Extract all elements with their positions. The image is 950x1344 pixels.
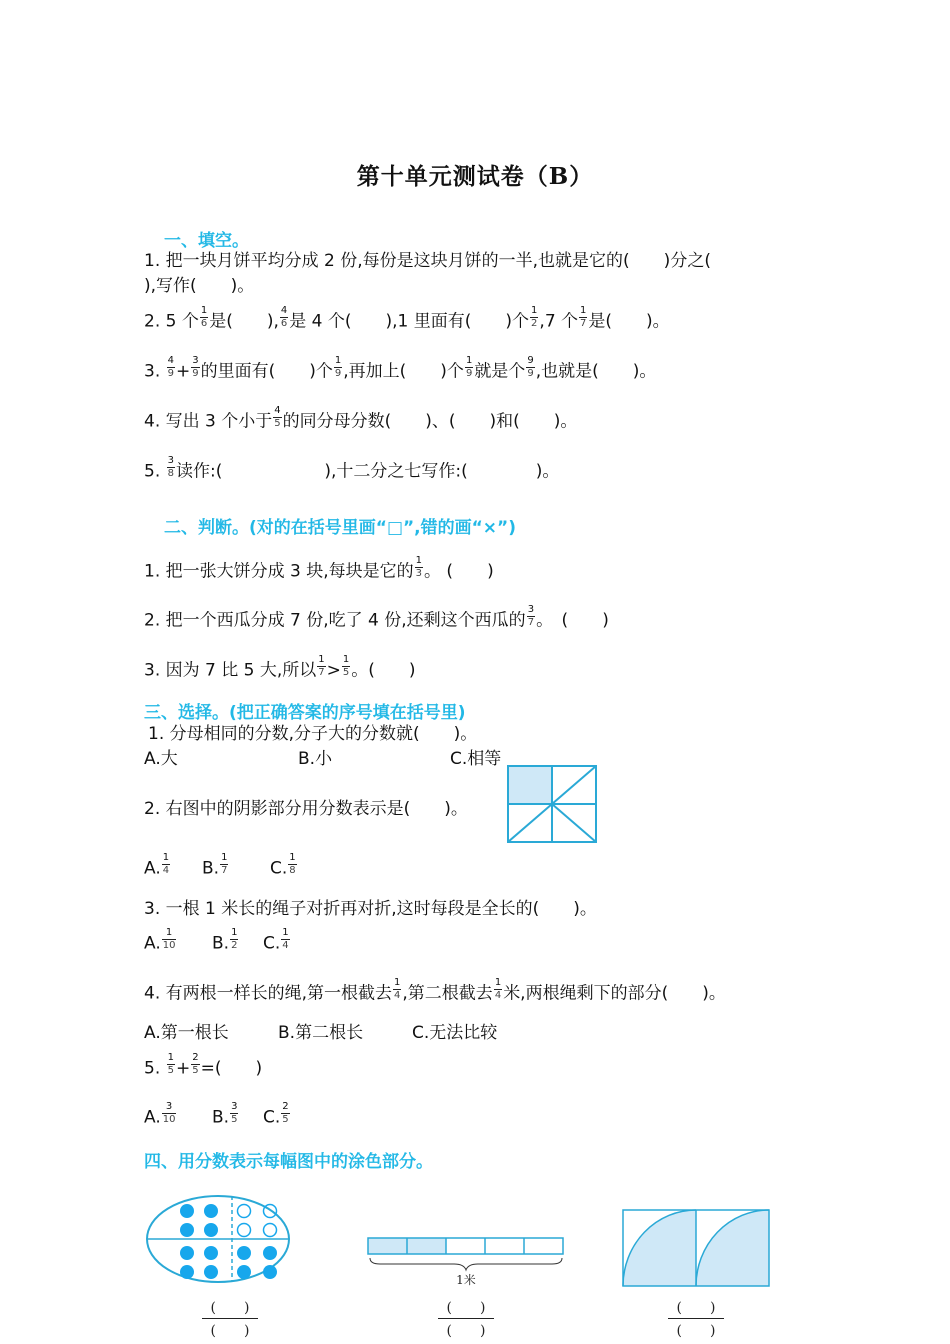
fraction: $\frac{1}{7}$ <box>580 305 587 329</box>
fraction-line <box>438 1318 494 1319</box>
fraction: $\frac{1}{10}$ <box>162 927 176 951</box>
judge-question-1: 1. 把一张大饼分成 3 块,每块是它的 $\frac{1}{3}$ 。 ( ) <box>144 555 494 582</box>
fill-question-3: 3. $\frac{4}{9}$ + $\frac{3}{9}$ 的里面有( )个 $\frac{1}{9}$ ,再加上( )个 $\frac{1}{9}$ 就是个 $\frac{9}{9}$ ,也就是( )。 <box>144 355 657 382</box>
fraction: $\frac{1}{2}$ <box>231 927 238 951</box>
fraction: $\frac{4}{9}$ <box>167 355 174 379</box>
choice-question-2: 2. 右图中的阴影部分用分数表示是( )。 <box>144 799 468 819</box>
choice-5-option-c: C. $\frac{2}{5}$ <box>263 1101 289 1128</box>
fraction: $\frac{1}{3}$ <box>415 555 423 579</box>
fraction: $\frac{1}{8}$ <box>289 852 296 876</box>
choice-5-option-a: A. $\frac{3}{10}$ <box>144 1101 176 1128</box>
choice-question-4: 4. 有两根一样长的绳,第一根截去 $\frac{1}{4}$ ,第二根截去 $\frac{1}{4}$ 米,两根绳剩下的部分( )。 <box>144 977 726 1004</box>
choice-question-1: 1. 分母相同的分数,分子大的分数就( )。 <box>148 724 478 744</box>
fill-question-1-line-1: 1. 把一块月饼平均分成 2 份,每份是这块月饼的一半,也就是它的( )分之( <box>144 251 711 271</box>
section-fill-heading: 一、填空。 <box>164 231 249 251</box>
choice-question-3: 3. 一根 1 米长的绳子对折再对折,这时每段是全长的( )。 <box>144 899 597 919</box>
fraction: $\frac{3}{9}$ <box>192 355 199 379</box>
fraction: $\frac{1}{2}$ <box>531 305 538 329</box>
choice-3-option-b: B. $\frac{1}{2}$ <box>212 927 238 954</box>
answer-numerator-1[interactable]: ( ) <box>210 1300 250 1316</box>
judge-question-2: 2. 把一个西瓜分成 7 份,吃了 4 份,还剩这个西瓜的 $\frac{3}{7}$ 。 ( ) <box>144 604 609 631</box>
bar-length-label: 1米 <box>456 1273 476 1287</box>
fraction: $\frac{1}{4}$ <box>394 977 401 1001</box>
choice-4-option-c: C.无法比较 <box>412 1023 498 1043</box>
judge-question-3: 3. 因为 7 比 5 大,所以 $\frac{1}{7}$ > $\frac{1}{5}$ 。( ) <box>144 654 416 681</box>
choice-2-option-c: C. $\frac{1}{8}$ <box>270 852 296 879</box>
fraction-line <box>202 1318 258 1319</box>
fill-question-1-line-2: ),写作( )。 <box>144 276 255 296</box>
fraction: $\frac{1}{7}$ <box>318 654 325 678</box>
fraction: $\frac{1}{4}$ <box>162 852 170 876</box>
fraction: $\frac{9}{9}$ <box>527 355 534 379</box>
answer-denominator-1[interactable]: ( ) <box>210 1323 250 1339</box>
choice-1-option-c: C.相等 <box>450 749 502 769</box>
choice-1-option-a: A.大 <box>144 749 178 769</box>
fraction: $\frac{1}{9}$ <box>334 355 342 379</box>
fraction: $\frac{2}{5}$ <box>192 1052 199 1076</box>
choice-3-option-c: C. $\frac{1}{4}$ <box>263 927 289 954</box>
section-choice-heading: 三、选择。(把正确答案的序号填在括号里) <box>144 703 466 723</box>
choice-3-option-a: A. $\frac{1}{10}$ <box>144 927 176 954</box>
fraction: $\frac{4}{5}$ <box>274 405 281 429</box>
fraction: $\frac{3}{8}$ <box>167 455 174 479</box>
arc-rectangle-figure <box>621 1208 771 1288</box>
answer-denominator-2[interactable]: ( ) <box>446 1323 486 1339</box>
fill-question-5: 5. $\frac{3}{8}$ 读作:( ),十二分之七写作:( )。 <box>144 455 560 482</box>
dots-ellipse-figure <box>144 1193 292 1285</box>
choice-2-option-a: A. $\frac{1}{4}$ <box>144 852 170 879</box>
choice-4-option-a: A.第一根长 <box>144 1023 229 1043</box>
fraction: $\frac{1}{4}$ <box>494 977 502 1001</box>
fraction: $\frac{1}{5}$ <box>167 1052 174 1076</box>
answer-numerator-3[interactable]: ( ) <box>676 1300 716 1316</box>
answer-numerator-2[interactable]: ( ) <box>446 1300 486 1316</box>
fill-question-4: 4. 写出 3 个小于 $\frac{4}{5}$ 的同分母分数( )、( )和( )。 <box>144 405 578 432</box>
choice-4-option-b: B.第二根长 <box>278 1023 364 1043</box>
fraction-line <box>668 1318 724 1319</box>
page-title: 第十单元测试卷（B） <box>356 163 594 190</box>
choice-1-option-b: B.小 <box>298 749 333 769</box>
fraction: $\frac{3}{5}$ <box>231 1101 238 1125</box>
choice-5-option-b: B. $\frac{3}{5}$ <box>212 1101 238 1128</box>
fraction: $\frac{4}{6}$ <box>280 305 288 329</box>
fraction: $\frac{1}{6}$ <box>200 305 208 329</box>
fraction: $\frac{2}{5}$ <box>282 1101 289 1125</box>
fraction: $\frac{3}{7}$ <box>527 604 535 628</box>
fraction: $\frac{1}{4}$ <box>282 927 289 951</box>
fraction: $\frac{3}{10}$ <box>162 1101 176 1125</box>
meter-bar-figure <box>366 1236 566 1292</box>
section-judge-heading: 二、判断。(对的在括号里画“□”,错的画“×”) <box>164 518 516 538</box>
fraction: $\frac{1}{7}$ <box>221 852 228 876</box>
choice-2-option-b: B. $\frac{1}{7}$ <box>202 852 228 879</box>
shaded-square-figure <box>506 764 598 844</box>
fraction: $\frac{1}{5}$ <box>342 654 350 678</box>
fill-question-2: 2. 5 个 $\frac{1}{6}$ 是( ), $\frac{4}{6}$ 是 4 个( ),1 里面有( )个 $\frac{1}{2}$ ,7 个 $\frac{1}{7}$ 是( )。 <box>144 305 670 332</box>
fraction: $\frac{1}{9}$ <box>465 355 473 379</box>
section-figures-heading: 四、用分数表示每幅图中的涂色部分。 <box>144 1152 433 1172</box>
answer-denominator-3[interactable]: ( ) <box>676 1323 716 1339</box>
choice-question-5: 5. $\frac{1}{5}$ + $\frac{2}{5}$ =( ) <box>144 1052 263 1079</box>
